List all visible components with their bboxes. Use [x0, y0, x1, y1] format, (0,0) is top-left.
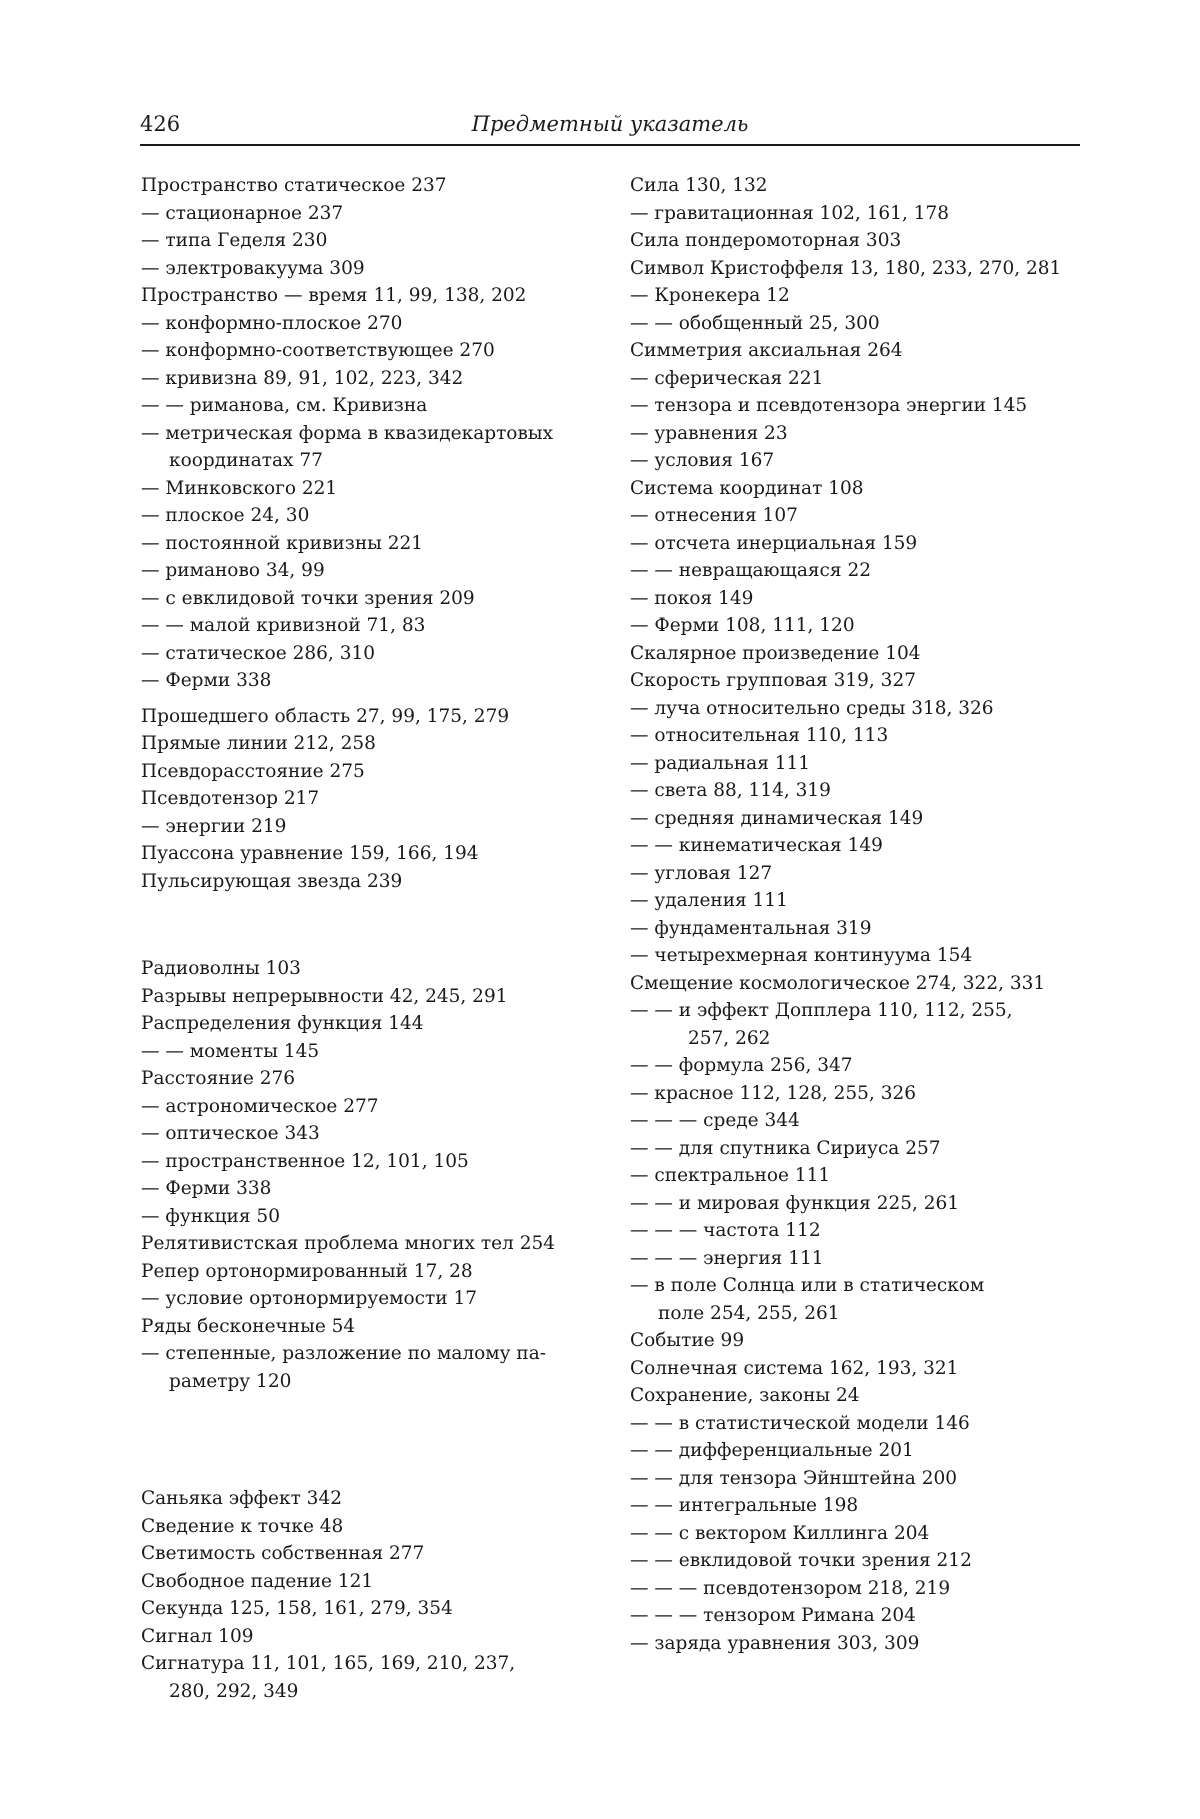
index-entry: — — малой кривизной 71, 83 [141, 615, 426, 636]
index-entry: — покоя 149 [630, 587, 754, 609]
index-entry: — — моменты 145 [141, 1040, 320, 1062]
index-entry: Солнечная система 162, 193, 321 [630, 1357, 959, 1379]
index-entry: — — для тензора Эйнштейна 200 [630, 1467, 958, 1489]
index-entry: — степенные, разложение по малому па- [141, 1343, 547, 1364]
index-entry: Пространство статическое 237 [141, 175, 447, 196]
index-entry: Саньяка эффект 342 [141, 1488, 342, 1509]
index-entry: — — — энергия 111 [630, 1247, 824, 1269]
index-entry: Смещение космологическое 274, 322, 331 [630, 972, 1046, 994]
index-entry: Сигнал 109 [141, 1625, 254, 1647]
index-entry: — плоское 24, 30 [141, 505, 310, 526]
index-entry: Репер ортонормированный 17, 28 [141, 1260, 473, 1282]
index-entry: — — формула 256, 347 [630, 1055, 853, 1076]
index-entry: — риманово 34, 99 [141, 560, 325, 581]
index-entry: — относительная 110, 113 [630, 725, 889, 746]
index-entry: Псевдорасстояние 275 [141, 760, 365, 782]
index-entry: — — в статистической модели 146 [630, 1412, 970, 1434]
index-entry: — тензора и псевдотензора энергии 145 [630, 395, 1028, 416]
index-entry: — типа Геделя 230 [141, 230, 328, 251]
index-entry: — отнесения 107 [630, 505, 798, 526]
index-entry: — спектральное 111 [630, 1165, 831, 1186]
index-column-right [630, 172, 1085, 1657]
index-entry: Скорость групповая 319, 327 [630, 670, 916, 691]
index-entry: Радиоволны 103 [141, 958, 301, 979]
index-entry: — красное 112, 128, 255, 326 [630, 1082, 917, 1104]
index-entry: — Ферми 108, 111, 120 [630, 615, 855, 636]
index-entry: — функция 50 [141, 1205, 280, 1227]
index-entry: — фундаментальная 319 [630, 917, 872, 939]
index-entry: — — с вектором Киллинга 204 [630, 1522, 930, 1544]
index-entry: — — обобщенный 25, 300 [630, 312, 880, 334]
index-entry: Прошедшего область 27, 99, 175, 279 [141, 705, 510, 727]
index-entry: Событие 99 [630, 1330, 745, 1351]
index-entry: поле 254, 255, 261 [658, 1302, 840, 1324]
index-entry: — — интегральные 198 [630, 1495, 859, 1516]
index-entry: Релятивистская проблема многих тел 254 [141, 1233, 556, 1254]
index-entry: — в поле Солнца или в статическом [630, 1275, 985, 1296]
index-entry: — электровакуума 309 [141, 257, 365, 279]
index-entry: — сферическая 221 [630, 367, 824, 389]
index-entry: Скалярное произведение 104 [630, 642, 921, 664]
running-title: Предметный указатель [471, 112, 749, 136]
index-entry: — пространственное 12, 101, 105 [141, 1150, 469, 1172]
index-entry: Пространство — время 11, 99, 138, 202 [141, 285, 527, 306]
index-entry: — Ферми 338 [141, 1178, 272, 1199]
index-entry: раметру 120 [169, 1370, 292, 1392]
index-entry: — — для спутника Сириуса 257 [630, 1137, 941, 1159]
index-entry: — — — псевдотензором 218, 219 [630, 1577, 951, 1599]
index-entry: — Ферми 338 [141, 670, 272, 691]
index-entry: — света 88, 114, 319 [630, 780, 831, 801]
index-entry: — — евклидовой точки зрения 212 [630, 1550, 972, 1571]
index-entry: Прямые линии 212, 258 [141, 733, 376, 754]
index-entry: — Кронекера 12 [630, 285, 790, 306]
index-entry: Псевдотензор 217 [141, 788, 320, 809]
index-entry: — — и эффект Допплера 110, 112, 255, [630, 1000, 1013, 1021]
index-entry: Расстояние 276 [141, 1068, 296, 1089]
index-entry: Сила пондеромоторная 303 [630, 230, 902, 251]
index-entry: — уравнения 23 [630, 422, 788, 444]
index-entry: — условия 167 [630, 450, 775, 471]
index-entry: — оптическое 343 [141, 1123, 320, 1144]
index-entry: — статическое 286, 310 [141, 642, 376, 664]
index-entry: Сила 130, 132 [630, 175, 768, 196]
index-entry: Символ Кристоффеля 13, 180, 233, 270, 281 [630, 257, 1062, 279]
index-entry: — угловая 127 [630, 862, 773, 884]
index-entry: Пульсирующая звезда 239 [141, 870, 403, 892]
index-entry: Сохранение, законы 24 [630, 1385, 860, 1406]
entry-gap [141, 895, 601, 955]
index-entry: — четырехмерная континуума 154 [630, 945, 973, 966]
index-entry: Ряды бесконечные 54 [141, 1315, 356, 1337]
page-number: 426 [140, 112, 181, 136]
index-entry: — — — тензором Римана 204 [630, 1605, 916, 1626]
index-entry: — — кинематическая 149 [630, 835, 883, 856]
index-entry: — радиальная 111 [630, 752, 811, 774]
index-entry: — — невращающаяся 22 [630, 560, 872, 581]
index-entry: — постоянной кривизны 221 [141, 532, 424, 554]
index-entry: — условие ортонормируемости 17 [141, 1288, 478, 1309]
index-entry: Сведение к точке 48 [141, 1515, 344, 1537]
index-entry: — Минковского 221 [141, 477, 338, 499]
index-entry: — — — частота 112 [630, 1220, 821, 1241]
index-entry: — энергии 219 [141, 815, 287, 837]
index-entry: Сигнатура 11, 101, 165, 169, 210, 237, [141, 1653, 516, 1674]
index-entry: 280, 292, 349 [169, 1680, 299, 1702]
index-entry: — астрономическое 277 [141, 1095, 379, 1117]
page-header [140, 112, 1080, 146]
index-entry: — кривизна 89, 91, 102, 223, 342 [141, 367, 464, 389]
index-entry: координатах 77 [169, 450, 323, 471]
index-column-left [141, 172, 601, 1705]
index-entry: — метрическая форма в квазидекартовых [141, 422, 554, 444]
index-entry: — луча относительно среды 318, 326 [630, 697, 994, 719]
index-entry: — удаления 111 [630, 890, 788, 911]
index-entry: — гравитационная 102, 161, 178 [630, 202, 950, 224]
entry-gap [141, 695, 601, 703]
index-entry: — — риманова, см. Кривизна [141, 395, 428, 416]
index-entry: — конформно-плоское 270 [141, 312, 403, 334]
index-entry: — — дифференциальные 201 [630, 1440, 914, 1461]
index-entry: Система координат 108 [630, 477, 864, 499]
index-entry: — — и мировая функция 225, 261 [630, 1192, 960, 1214]
index-entry: — заряда уравнения 303, 309 [630, 1632, 920, 1654]
index-entry: — стационарное 237 [141, 202, 344, 224]
index-entry: — отсчета инерциальная 159 [630, 532, 918, 554]
index-entry: Разрывы непрерывности 42, 245, 291 [141, 985, 508, 1007]
index-entry: Пуассона уравнение 159, 166, 194 [141, 843, 479, 864]
index-entry: — средняя динамическая 149 [630, 807, 924, 829]
index-entry: Распределения функция 144 [141, 1013, 424, 1034]
index-entry: Секунда 125, 158, 161, 279, 354 [141, 1598, 453, 1619]
index-entry: Свободное падение 121 [141, 1570, 374, 1592]
index-entry: 257, 262 [688, 1027, 771, 1049]
entry-gap [141, 1395, 601, 1485]
index-entry: — — — среде 344 [630, 1110, 800, 1131]
index-entry: Светимость собственная 277 [141, 1543, 425, 1564]
index-entry: Симметрия аксиальная 264 [630, 340, 903, 361]
index-entry: — конформно-соответствующее 270 [141, 340, 495, 361]
index-entry: — с евклидовой точки зрения 209 [141, 587, 475, 609]
